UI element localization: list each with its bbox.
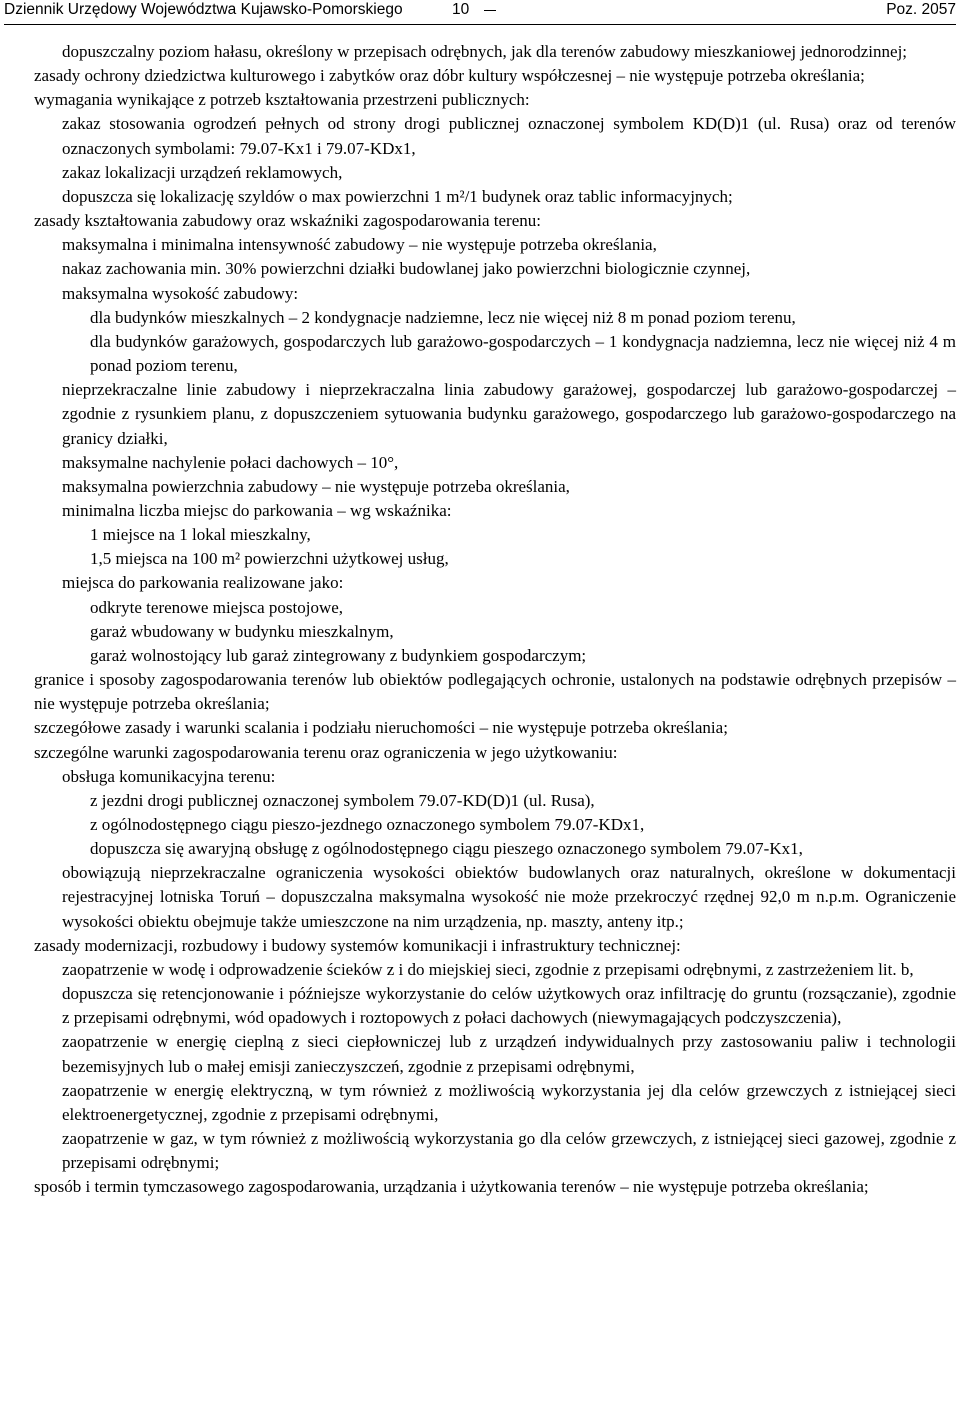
list-item-text: zakaz stosowania ogrodzeń pełnych od strony drogi publicznej oznaczonej symbolem KD(D)1 (ul. Rusa) oraz od terenów oznaczonych symbolami: 79.07-Kx1 i 79.07-KDx1, [62, 114, 956, 158]
list-item [0, 620, 956, 644]
list-item-text: dopuszczalny poziom hałasu, określony w przepisach odrębnych, jak dla terenów zabudowy mieszkaniowej jednorodzinnej; [62, 42, 908, 61]
list-item-text: zaopatrzenie w energię elektryczną, w tym również z możliwością wykorzystania jej dla celów grzewczych z istniejącej sieci elektroenergetycznej, zgodnie z przepisami odrębnymi, [62, 1080, 956, 1124]
list-item-text: garaż wolnostojący lub garaż zintegrowany z budynkiem gospodarczym; [90, 645, 587, 665]
list-item [0, 330, 956, 378]
page-header [4, 0, 956, 25]
list-item [0, 499, 956, 523]
list-item [0, 1079, 956, 1127]
list-item-text: szczegółowe zasady i warunki scalania i podziału nieruchomości – nie występuje potrzeba określania; [34, 718, 728, 738]
list-item-text: obowiązują nieprzekraczalne ograniczenia wysokości obiektów budowlanych oraz naturalnych, określone w dokumentacji rejestracyjnej lotniska Toruń – dopuszczalna maksymalna wysokość nie może przekroczyć rzędnej 92,0 m n.p.m. Ograniczenie wysokości obiektu obejmuje także umieszczone na nim urządzenia, np. maszty, anteny itp.; [62, 863, 956, 931]
list-item-text: maksymalna wysokość zabudowy: [62, 283, 299, 303]
list-item-text: nakaz zachowania min. 30% powierzchni działki budowlanej jako powierzchni biologicznie czynnej, [62, 259, 751, 279]
list-item [0, 1127, 956, 1175]
list-item [0, 644, 956, 668]
page-number-dash [484, 10, 496, 11]
list-item [0, 789, 956, 813]
list-item-text: 1 miejsce na 1 lokal mieszkalny, [90, 525, 311, 545]
journal-title: Dziennik Urzędowy Województwa Kujawsko-Pomorskiego [4, 1, 403, 18]
list-item [0, 233, 956, 257]
list-item [0, 741, 956, 765]
list-item-text: szczególne warunki zagospodarowania terenu oraz ograniczenia w jego użytkowaniu: [34, 742, 618, 762]
list-item-text: zakaz lokalizacji urządzeń reklamowych, [62, 162, 343, 182]
list-item-text: maksymalna powierzchnia zabudowy – nie występuje potrzeba określania, [62, 476, 570, 496]
list-item [0, 1175, 956, 1199]
list-item [0, 209, 956, 233]
list-item-text: wymagania wynikające z potrzeb kształtowania przestrzeni publicznych: [34, 90, 530, 110]
list-item [0, 306, 956, 330]
list-item [0, 257, 956, 281]
list-item [0, 112, 956, 160]
list-item-text: garaż wbudowany w budynku mieszkalnym, [90, 621, 394, 641]
list-item [0, 934, 956, 958]
list-item [0, 958, 956, 982]
list-item [0, 451, 956, 475]
list-item [0, 282, 956, 306]
list-item-text: obsługa komunikacyjna terenu: [62, 766, 276, 786]
list-item-text: dopuszcza się awaryjną obsługę z ogólnodostępnego ciągu pieszego oznaczonego symbolem 79.07-Kx1, [90, 839, 803, 859]
list-item-text: 1,5 miejsca na 100 m² powierzchni użytkowej usług, [90, 549, 449, 569]
list-item-text: minimalna liczba miejsc do parkowania – wg wskaźnika: [62, 500, 452, 520]
list-item [0, 668, 956, 716]
document-body [0, 40, 956, 1200]
list-item [0, 161, 956, 185]
list-item [0, 88, 956, 112]
list-item-text: maksymalne nachylenie połaci dachowych – 10°, [62, 452, 399, 472]
list-item [0, 982, 956, 1030]
list-item [0, 523, 956, 547]
list-item [0, 765, 956, 789]
list-item-text: miejsca do parkowania realizowane jako: [62, 573, 344, 593]
list-item [0, 64, 956, 88]
list-item [0, 185, 956, 209]
list-item-text: z ogólnodostępnego ciągu pieszo-jezdnego oznaczonego symbolem 79.07-KDx1, [90, 815, 645, 834]
page-number: 10 [452, 1, 470, 18]
list-item-text: dopuszcza się lokalizację szyldów o max powierzchni 1 m²/1 budynek oraz tablic informacyjnych; [62, 186, 733, 206]
list-item [0, 1030, 956, 1078]
list-item [0, 837, 956, 861]
list-item-text: dla budynków mieszkalnych – 2 kondygnacje nadziemne, lecz nie więcej niż 8 m ponad poziom terenu, [90, 307, 796, 327]
list-item-text: zaopatrzenie w energię cieplną z sieci ciepłowniczej lub z urządzeń indywidualnych przy zastosowaniu paliw i technologii bezemisyjnych lub o małej emisji zanieczyszczeń, zgodnie z przepisami odrębnymi, [62, 1032, 956, 1076]
list-item [0, 378, 956, 450]
list-item [0, 716, 956, 740]
list-item-text: dopuszcza się retencjonowanie i późniejsze wykorzystanie do celów użytkowych oraz infiltrację do gruntu (rozsączanie), zgodnie z przepisami odrębnymi, wód opadowych i roztopowych z połaci dachowych (niewymagających podczyszczenia), [62, 984, 956, 1028]
list-item-text: maksymalna i minimalna intensywność zabudowy – nie występuje potrzeba określania, [62, 235, 657, 255]
list-item-text: zaopatrzenie w gaz, w tym również z możliwością wykorzystania go dla celów grzewczych, z istniejącej sieci gazowej, zgodnie z przepisami odrębnymi; [62, 1129, 956, 1173]
list-item [0, 861, 956, 933]
list-item [0, 475, 956, 499]
list-item-text: sposób i termin tymczasowego zagospodarowania, urządzania i użytkowania terenów – nie występuje potrzeba określania; [34, 1177, 869, 1197]
list-item-text: zasady modernizacji, rozbudowy i budowy systemów komunikacji i infrastruktury technicznej: [34, 935, 681, 955]
list-item-text: granice i sposoby zagospodarowania terenów lub obiektów podlegających ochronie, ustalonych na podstawie odrębnych przepisów – nie występuje potrzeba określania; [34, 670, 956, 714]
list-item-text: zasady ochrony dziedzictwa kulturowego i zabytków oraz dóbr kultury współczesnej – nie występuje potrzeba określania; [34, 66, 865, 86]
list-item-text: zaopatrzenie w wodę i odprowadzenie ścieków z i do miejskiej sieci, zgodnie z przepisami odrębnymi, z zastrzeżeniem lit. b, [62, 959, 914, 979]
list-item-text: odkryte terenowe miejsca postojowe, [90, 597, 344, 617]
position-number: Poz. 2057 [886, 1, 956, 18]
list-item [0, 571, 956, 595]
list-item-text: dla budynków garażowych, gospodarczych lub garażowo-gospodarczych – 1 kondygnacja nadziemna, lecz nie więcej niż 4 m ponad poziom terenu, [90, 331, 956, 376]
list-item [0, 813, 956, 837]
list-item-text: z jezdni drogi publicznej oznaczonej symbolem 79.07-KD(D)1 (ul. Rusa), [90, 790, 595, 810]
list-item [0, 547, 956, 571]
list-item-text: zasady kształtowania zabudowy oraz wskaźniki zagospodarowania terenu: [34, 211, 541, 231]
list-item [0, 596, 956, 620]
list-item [0, 40, 956, 64]
list-item-text: nieprzekraczalne linie zabudowy i nieprzekraczalna linia zabudowy garażowej, gospodarczej lub garażowo-gospodarczej – zgodnie z rysunkiem planu, z dopuszczeniem sytuowania budynku garażowego, gospodarczego lub garażowo-gospodarczego na granicy działki, [62, 380, 956, 448]
